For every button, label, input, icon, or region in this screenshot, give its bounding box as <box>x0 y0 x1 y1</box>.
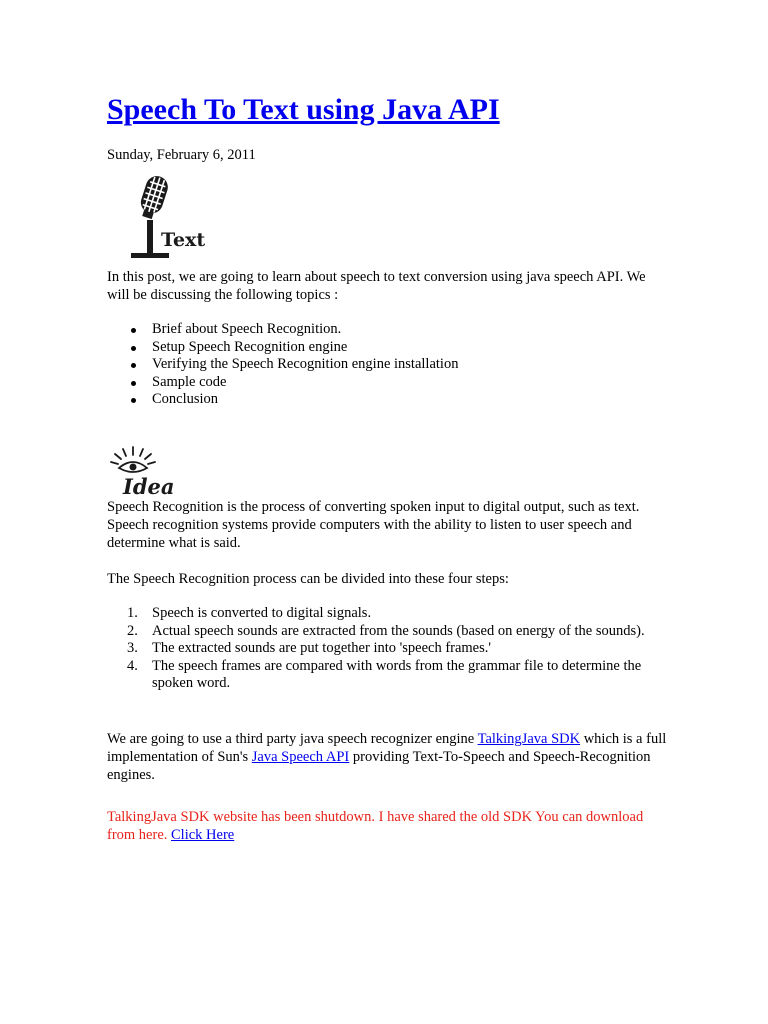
topics-list <box>107 321 458 409</box>
microphone-icon <box>127 174 207 260</box>
post-date: Sunday, February 6, 2011 <box>107 147 256 163</box>
java-speech-api-link[interactable]: Java Speech API <box>251 749 350 765</box>
intro-text: In this post, we are going to learn about speech to text conversion using java speech API. We will be discussing the following topics : <box>107 269 646 303</box>
list-number: 2. <box>127 622 138 639</box>
list-item: Setup Speech Recognition engine <box>107 339 458 357</box>
bullet-icon <box>131 346 136 351</box>
steps-intro-paragraph <box>107 570 667 588</box>
post-title <box>107 92 500 128</box>
list-number: 1. <box>127 605 138 621</box>
intro-paragraph <box>107 268 667 304</box>
list-item: Conclusion <box>107 391 458 409</box>
idea-image <box>107 446 181 498</box>
shutdown-notice <box>107 808 667 844</box>
list-item: Verifying the Speech Recognition engine installation <box>107 356 458 374</box>
post-title-link[interactable]: Speech To Text using Java API <box>107 93 500 126</box>
definition-text: Speech Recognition is the process of converting spoken input to digital output, such as text. Speech recognition systems provide computers with the ability to listen to user speech and determine what is said. <box>107 499 640 551</box>
bullet-icon <box>131 381 136 386</box>
definition-paragraph <box>107 498 667 552</box>
list-item: 4. The speech frames are compared with words from the grammar file to determine the spoken word. <box>127 657 642 691</box>
idea-text-label: Idea <box>123 474 175 498</box>
bullet-icon <box>131 398 136 403</box>
microphone-text-image <box>127 174 207 260</box>
list-number: 3. <box>127 640 138 656</box>
talkingjava-sdk-link[interactable]: TalkingJava SDK <box>477 731 581 747</box>
notice-text: TalkingJava SDK website has been shutdown. I have shared the old SDK You can download from here. <box>107 809 644 843</box>
list-item: Sample code <box>107 374 458 392</box>
list-number: 4. <box>127 657 138 674</box>
click-here-link[interactable]: Click Here <box>171 827 235 843</box>
engine-paragraph: We are going to use a third party java speech recognizer engine TalkingJava SDK which is a full implementation of Sun's Java Speech API providing Text-To-Speech and Speech-Recognition engines. <box>107 731 667 783</box>
bullet-icon <box>131 328 136 333</box>
list-item: 2. Actual speech sounds are extracted from the sounds (based on energy of the sounds). <box>127 622 645 639</box>
steps-list <box>107 605 667 693</box>
bullet-icon <box>131 363 136 368</box>
lightbulb-idea-icon <box>107 446 181 498</box>
list-item: Brief about Speech Recognition. <box>107 321 458 339</box>
steps-intro-text: The Speech Recognition process can be divided into these four steps: <box>107 571 509 587</box>
microphone-text-label: Text <box>161 229 206 251</box>
list-item: 1. Speech is converted to digital signals. <box>127 605 372 621</box>
list-item: 3. The extracted sounds are put together into 'speech frames.' <box>127 640 492 656</box>
